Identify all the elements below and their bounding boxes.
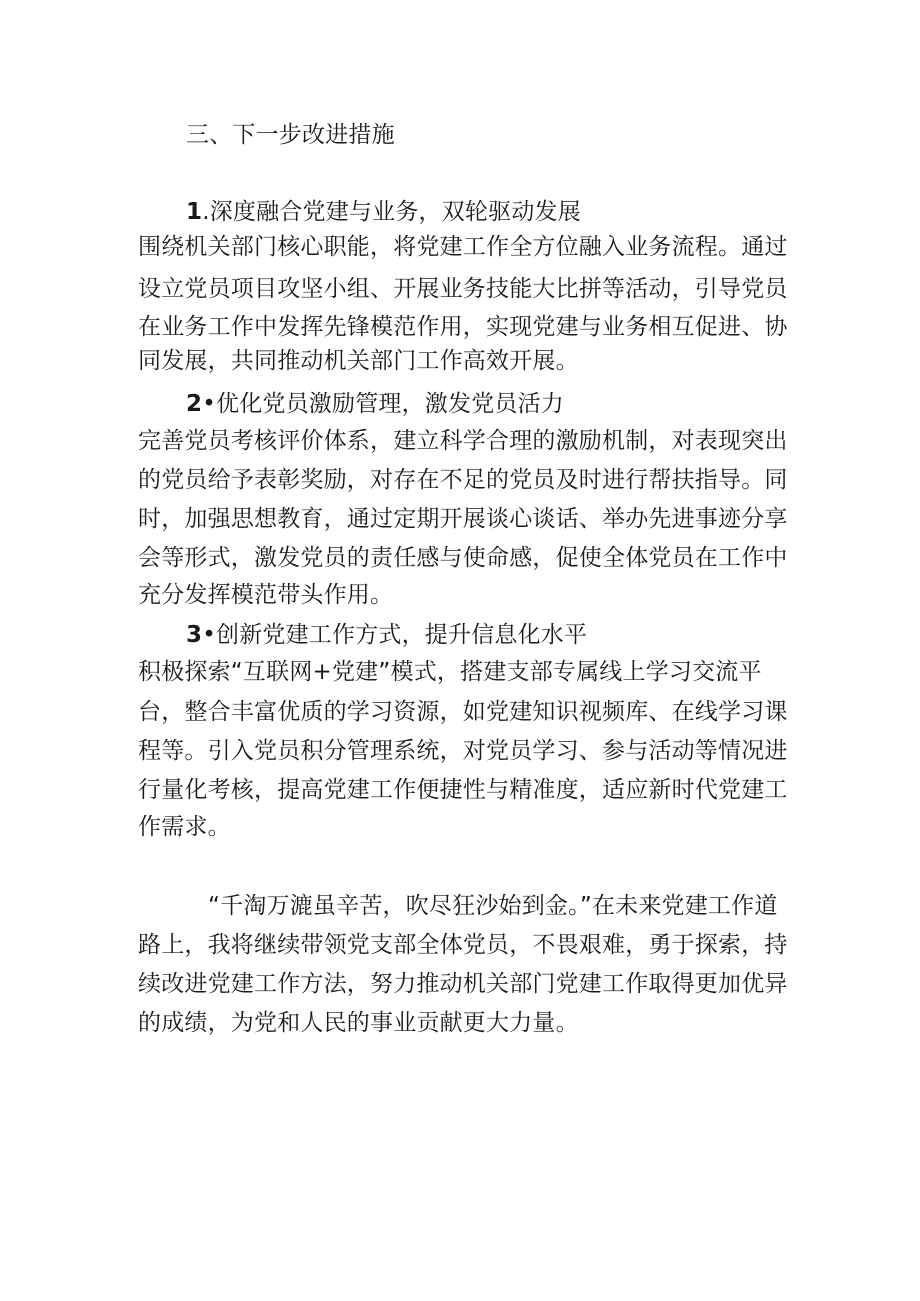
paragraph-line: 的党员给予表彰奖励，对存在不足的党员及时进行帮扶指导。同 xyxy=(138,467,788,493)
item-number: 2 xyxy=(186,391,203,417)
item-title: 优化党员激励管理，激发党员活力 xyxy=(216,391,564,417)
paragraph-line: 充分发挥模范带头作用。 xyxy=(138,582,394,608)
paragraph-line: 台，整合丰富优质的学习资源，如党建知识视频库、在线学习课 xyxy=(138,699,788,725)
paragraph-line: 完善党员考核评价体系，建立科学合理的激励机制，对表现突出 xyxy=(138,428,788,454)
item-heading-2 xyxy=(186,389,564,419)
item-number: 3 xyxy=(186,622,203,648)
item-separator: • xyxy=(202,622,216,648)
paragraph-line: 程等。引入党员积分管理系统，对党员学习、参与活动等情况进 xyxy=(138,738,788,764)
section-heading: 三、下一步改进措施 xyxy=(186,122,395,148)
paragraph-line: 同发展，共同推动机关部门工作高效开展。 xyxy=(138,348,579,374)
item-heading-3 xyxy=(186,620,587,650)
item-number: 1 xyxy=(186,199,203,225)
paragraph-line: 积极探索“互联网+党建”模式，搭建支部专属线上学习交流平 xyxy=(138,659,762,685)
closing-line: 的成绩，为党和人民的事业贡献更大力量。 xyxy=(138,1010,579,1036)
paragraph-line: 时，加强思想教育，通过定期开展谈心谈话、举办先进事迹分享 xyxy=(138,506,788,532)
paragraph-line: 围绕机关部门核心职能，将党建工作全方位融入业务流程。通过 xyxy=(138,234,788,260)
item-title: 创新党建工作方式，提升信息化水平 xyxy=(216,622,588,648)
paragraph-line: 行量化考核，提高党建工作便捷性与精准度，适应新时代党建工 xyxy=(138,777,788,803)
paragraph-line: 在业务工作中发挥先锋模范作用，实现党建与业务相互促进、协 xyxy=(138,314,788,340)
item-heading-1 xyxy=(186,197,581,227)
closing-line: 续改进党建工作方法，努力推动机关部门党建工作取得更加优异 xyxy=(138,971,788,997)
paragraph-line: 作需求。 xyxy=(138,814,231,840)
closing-line: “千淘万漉虽辛苦，吹尽狂沙始到金。”在未来党建工作道 xyxy=(208,893,778,919)
item-separator: • xyxy=(202,391,216,417)
item-separator: . xyxy=(202,199,210,225)
paragraph-line: 会等形式，激发党员的责任感与使命感，促使全体党员在工作中 xyxy=(138,545,788,571)
closing-line: 路上，我将继续带领党支部全体党员，不畏艰难，勇于探索，持 xyxy=(138,932,788,958)
item-title: 深度融合党建与业务，双轮驱动发展 xyxy=(209,199,581,225)
paragraph-line: 设立党员项目攻坚小组、开展业务技能大比拼等活动，引导党员 xyxy=(138,276,788,302)
